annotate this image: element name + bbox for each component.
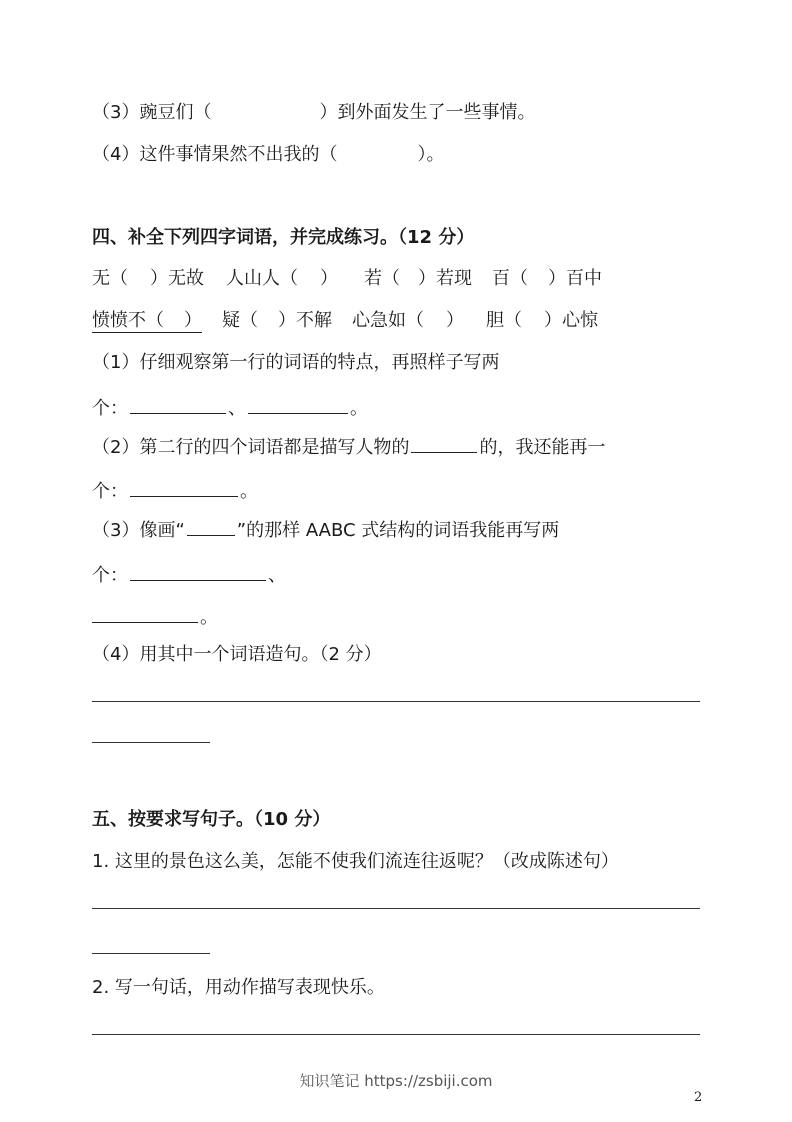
part-3-inline-blank[interactable] [187,517,235,536]
idiom-2a: 人山人（ [226,268,298,289]
idiom-row-1 [92,267,602,291]
part-3-answer-blank-2[interactable] [92,604,198,623]
idiom-3b: ）若现 [418,268,472,289]
idiom-5-underlined [92,310,202,333]
part-3-end: 。 [200,607,218,628]
footer-watermark: 知识笔记 https://zsbiji.com [299,1072,493,1090]
part-3-separator: 、 [268,565,286,586]
part-3-label: 个： [92,565,128,586]
part-3-text-b: ”的那样 AABC 式结构的词语我能再写两 [236,520,560,541]
part-4-answer-rule-1[interactable] [92,701,700,702]
item-3-text-a: （3）豌豆们（ [92,102,212,123]
part-1-prompt: （1）仔细观察第一行的词语的特点，再照样子写两 [92,352,500,373]
item-3-line [92,101,535,125]
sentence-1-prompt: 1. 这里的景色这么美，怎能不使我们流连往返呢？（改成陈述句） [92,851,619,872]
idiom-6a: 疑（ [222,310,258,331]
item-3-text-b: ）到外面发生了一些事情。 [319,102,536,123]
part-1-answer-blank-1[interactable] [130,395,226,414]
section-4-title: 四、补全下列四字词语，并完成练习。（12 分） [92,227,475,248]
idiom-row-2 [92,309,598,333]
section-5-title: 五、按要求写句子。（10 分） [92,809,331,830]
part-2-label: 个： [92,481,128,502]
part-2-inline-blank[interactable] [411,434,477,453]
idiom-3a: 若（ [364,268,400,289]
sentence-1-answer-rule-2[interactable] [92,953,210,954]
part-2-text-b: 的，我还能再一 [479,437,606,458]
idiom-8b: ）心惊 [544,310,598,331]
part-1-end: 。 [350,398,368,419]
idiom-5a: 愤愤不（ [92,310,164,331]
part-1-separator: 、 [228,398,246,419]
idiom-6b: ）不解 [278,310,332,331]
idiom-8a: 胆（ [486,310,522,331]
idiom-7a: 心急如（ [352,310,424,331]
item-4-line [92,143,444,167]
part-3-answer-line-2 [92,604,218,630]
part-2-answer-line [92,478,258,504]
part-4-prompt: （4）用其中一个词语造句。（2 分） [92,644,382,665]
sentence-1-answer-rule-1[interactable] [92,908,700,909]
idiom-1a: 无（ [92,268,128,289]
part-2-prompt [92,434,605,460]
item-4-text-b: ）。 [417,144,445,165]
page-number: 2 [694,1090,703,1105]
idiom-4b: ）百中 [548,268,602,289]
part-2-text-a: （2）第二行的四个词语都是描写人物的 [92,437,410,458]
part-3-prompt [92,517,559,543]
idiom-1b: ）无故 [150,268,204,289]
part-2-end: 。 [240,481,258,502]
idiom-4a: 百（ [492,268,528,289]
part-4-answer-rule-2[interactable] [92,742,210,743]
part-1-answer-blank-2[interactable] [248,395,348,414]
part-1-label: 个： [92,398,128,419]
part-3-answer-blank-1[interactable] [130,562,266,581]
part-3-text-a: （3）像画“ [92,520,185,541]
item-4-text-a: （4）这件事情果然不出我的（ [92,144,338,165]
part-1-answer-line [92,395,368,421]
sentence-2-prompt: 2. 写一句话，用动作描写表现快乐。 [92,977,385,998]
sentence-2-answer-rule[interactable] [92,1034,700,1035]
idiom-2b: ） [320,268,338,289]
part-2-answer-blank[interactable] [130,478,238,497]
idiom-5b: ） [184,310,202,331]
idiom-7b: ） [446,310,464,331]
part-3-answer-line [92,562,286,588]
